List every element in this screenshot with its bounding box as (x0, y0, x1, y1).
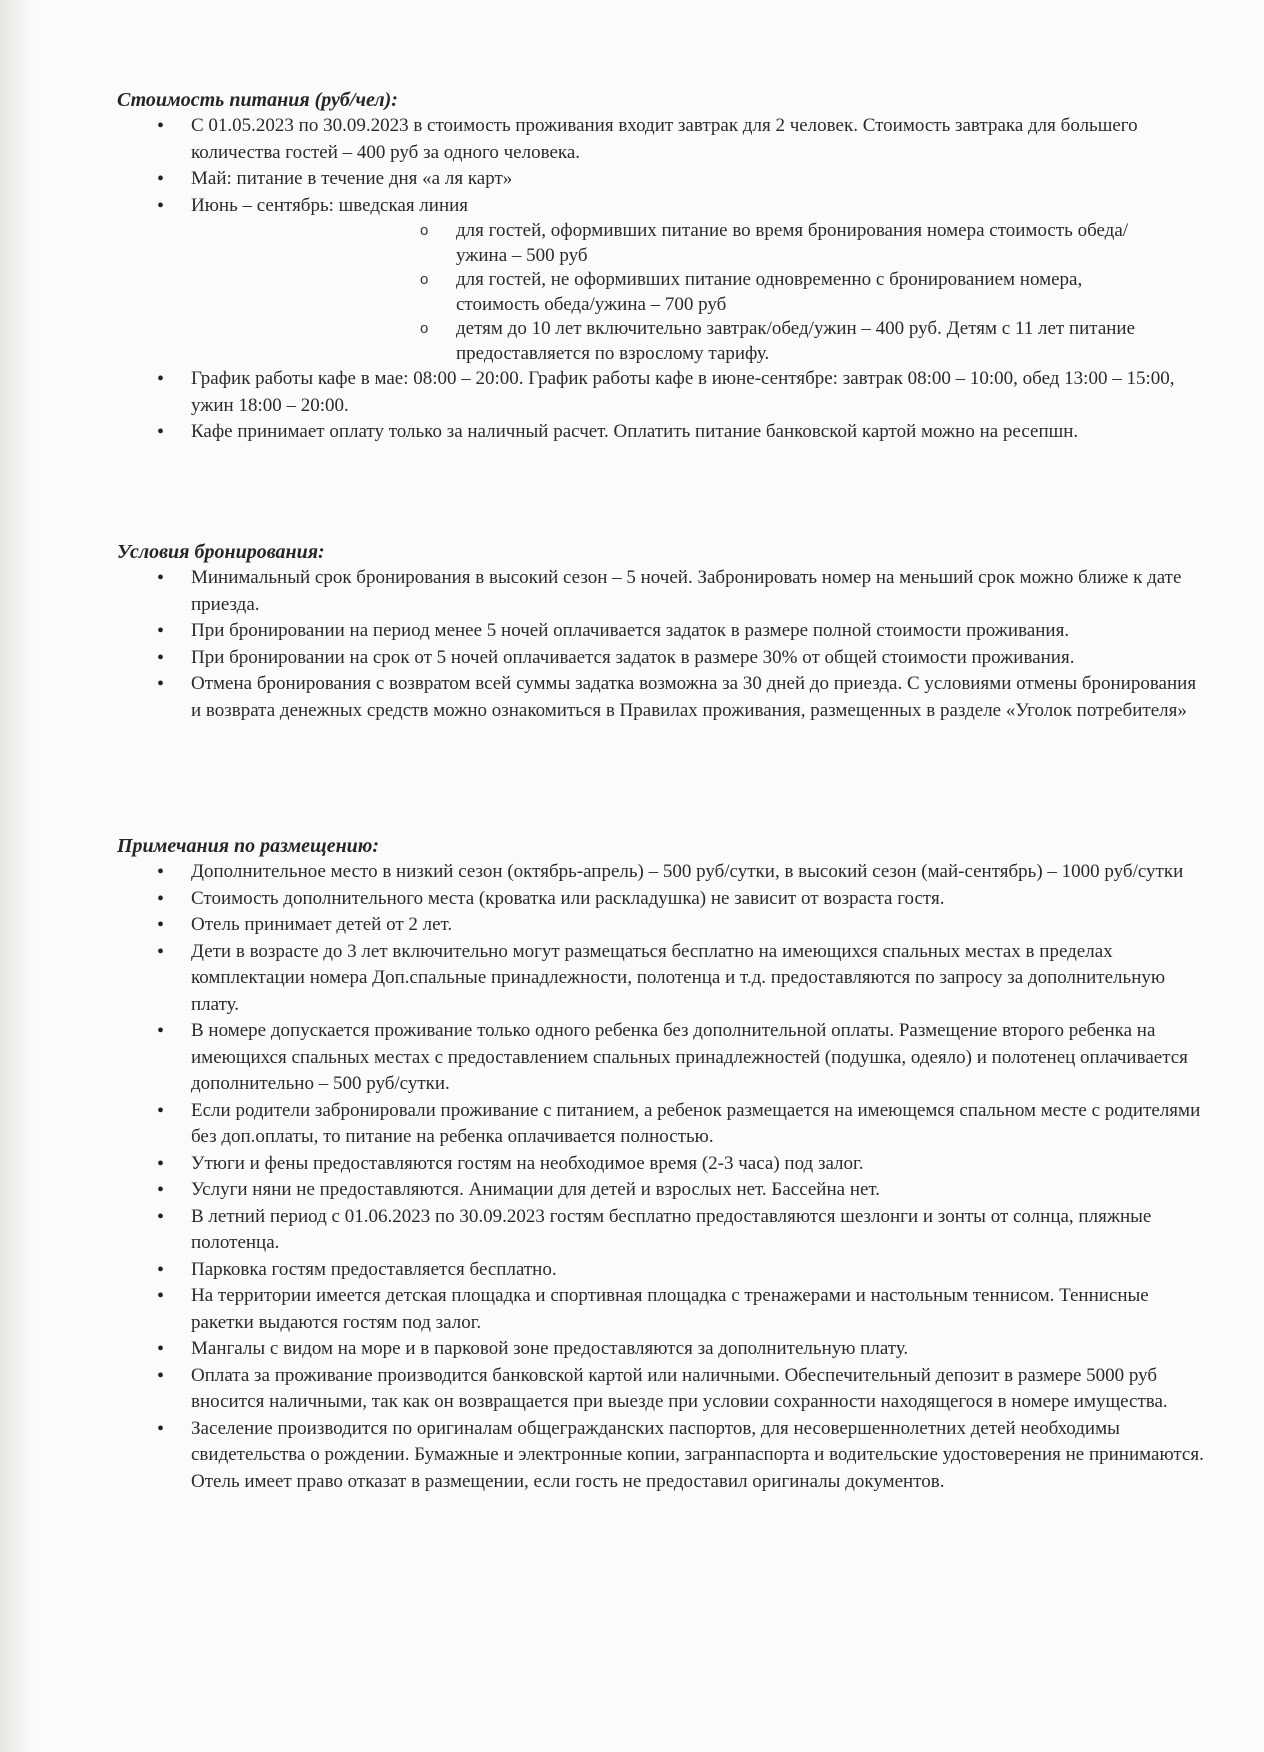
list-item-text: Оплата за проживание производится банковской картой или наличными. Обеспечительный депозит в размере 5000 руб вносится наличными, так как он возвращается при выезде при условии сохранности находящегося в номере имущества. (191, 1364, 1168, 1412)
list-item-text: В летний период с 01.06.2023 по 30.09.2023 гостям бесплатно предоставляются шезлонги и зонты от солнца, пляжные полотенца. (191, 1205, 1152, 1253)
list-item-text: С 01.05.2023 по 30.09.2023 в стоимость проживания входит завтрак для 2 человек. Стоимость завтрака для большего количества гостей – 400 руб за одного человека. (191, 115, 1138, 163)
sub-list-item-text: для гостей, не оформивших питание одновременно с бронированием номера, стоимость обеда/ужина – 700 руб (456, 269, 1083, 315)
list-item (0, 113, 1264, 166)
list-item-text: При бронировании на срок от 5 ночей оплачивается задаток в размере 30% от общей стоимости проживания. (191, 646, 1075, 668)
list-item (0, 618, 1264, 645)
list-item (0, 419, 1264, 446)
list-item (0, 671, 1264, 724)
list-item (0, 166, 1264, 193)
section-title: Примечания по размещению: (117, 835, 380, 857)
bullet-list (0, 565, 1264, 724)
section-meal-prices (0, 87, 1264, 446)
list-item (0, 645, 1264, 672)
sub-list (191, 219, 1204, 366)
list-item-text: Отель принимает детей от 2 лет. (191, 914, 453, 935)
list-item-text: Отмена бронирования с возвратом всей суммы задатка возможна за 30 дней до приезда. С условиями отмены бронирования и возврата денежных средств можно ознакомиться в Правилах проживания, размещенных в разделе «Уголок потребителя» (191, 673, 1197, 721)
list-item (0, 1151, 1264, 1178)
sub-list-item-text: детям до 10 лет включительно завтрак/обед/ужин – 400 руб. Детям с 11 лет питание предоставляется по взрослому тарифу. (456, 318, 1136, 364)
list-item-text: График работы кафе в мае: 08:00 – 20:00. График работы кафе в июне-сентябре: завтрак 08:00 – 10:00, обед 13:00 – 15:00, ужин 18:00 – 20:00. (191, 368, 1175, 416)
list-item (0, 193, 1264, 367)
list-item (0, 1018, 1264, 1098)
list-item-text: На территории имеется детская площадка и спортивная площадка с тренажерами и настольным теннисом. Теннисные ракетки выдаются гостям под залог. (191, 1285, 1149, 1333)
list-item (0, 859, 1264, 886)
list-item-text: Минимальный срок бронирования в высокий сезон – 5 ночей. Забронировать номер на меньший срок можно ближе к дате приезда. (191, 567, 1182, 615)
list-item-text: Кафе принимает оплату только за наличный расчет. Оплатить питание банковской картой можно на ресепшн. (191, 421, 1079, 442)
section-accommodation-notes (0, 833, 1264, 1495)
list-item-text: Парковка гостям предоставляется бесплатно. (191, 1258, 557, 1280)
section-title: Стоимость питания (руб/чел): (117, 89, 398, 111)
list-item-text: Июнь – сентябрь: шведская линия (191, 194, 469, 216)
list-item-text: Май: питание в течение дня «а ля карт» (191, 168, 513, 189)
list-item (0, 912, 1264, 939)
list-item-text: Стоимость дополнительного места (кроватка или раскладушка) не зависит от возраста гостя. (191, 887, 945, 909)
list-item-text: Утюги и фены предоставляются гостям на необходимое время (2-3 часа) под залог. (191, 1152, 864, 1174)
list-item (0, 1204, 1264, 1257)
section-booking-conditions (0, 539, 1264, 724)
sub-list-item-text: для гостей, оформивших питание во время бронирования номера стоимость обеда/ужина – 500 руб (456, 220, 1129, 266)
list-item-text: Дети в возрасте до 3 лет включительно могут размещаться бесплатно на имеющихся спальных местах в пределах комплектации номера Доп.спальные принадлежности, полотенца и т.д. предоставляются по запросу за дополнительную плату. (191, 940, 1166, 1015)
list-item-text: Услуги няни не предоставляются. Анимации для детей и взрослых нет. Бассейна нет. (191, 1179, 881, 1200)
list-item-text: При бронировании на период менее 5 ночей оплачивается задаток в размере полной стоимости проживания. (191, 620, 1070, 641)
list-item (0, 1098, 1264, 1151)
list-item (0, 1416, 1264, 1496)
sub-list-item (191, 219, 1204, 268)
bullet-list (0, 859, 1264, 1495)
list-item-text: В номере допускается проживание только одного ребенка без дополнительной оплаты. Размещение второго ребенка на имеющихся спальных местах с предоставлением спальных принадлежностей (подушка, одеяло) и полотенец оплачивается дополнительно – 500 руб/сутки. (191, 1020, 1188, 1094)
list-item (0, 1177, 1264, 1204)
list-item (0, 1257, 1264, 1284)
list-item-text: Дополнительное место в низкий сезон (октябрь-апрель) – 500 руб/сутки, в высокий сезон (май-сентябрь) – 1000 руб/сутки (191, 861, 1184, 882)
sub-list-item (191, 317, 1204, 366)
sub-list-item (191, 268, 1204, 317)
list-item-text: Если родители забронировали проживание с питанием, а ребенок размещается на имеющемся спальном месте с родителями без доп.оплаты, то питание на ребенка оплачивается полностью. (191, 1099, 1201, 1147)
list-item (0, 939, 1264, 1019)
list-item (0, 1283, 1264, 1336)
section-title: Условия бронирования: (117, 541, 325, 563)
list-item (0, 1336, 1264, 1363)
list-item (0, 366, 1264, 419)
list-item-text: Заселение производится по оригиналам общегражданских паспортов, для несовершеннолетних детей необходимы свидетельства о рождении. Бумажные и электронные копии, загранпаспорта и водительские удостоверения не принимаются. Отель имеет право отказат в размещении, если гость не предоставил оригиналы документов. (191, 1417, 1204, 1492)
bullet-list (0, 113, 1264, 446)
list-item (0, 1363, 1264, 1416)
list-item-text: Мангалы с видом на море и в парковой зоне предоставляются за дополнительную плату. (191, 1338, 909, 1359)
list-item (0, 565, 1264, 618)
list-item (0, 886, 1264, 913)
